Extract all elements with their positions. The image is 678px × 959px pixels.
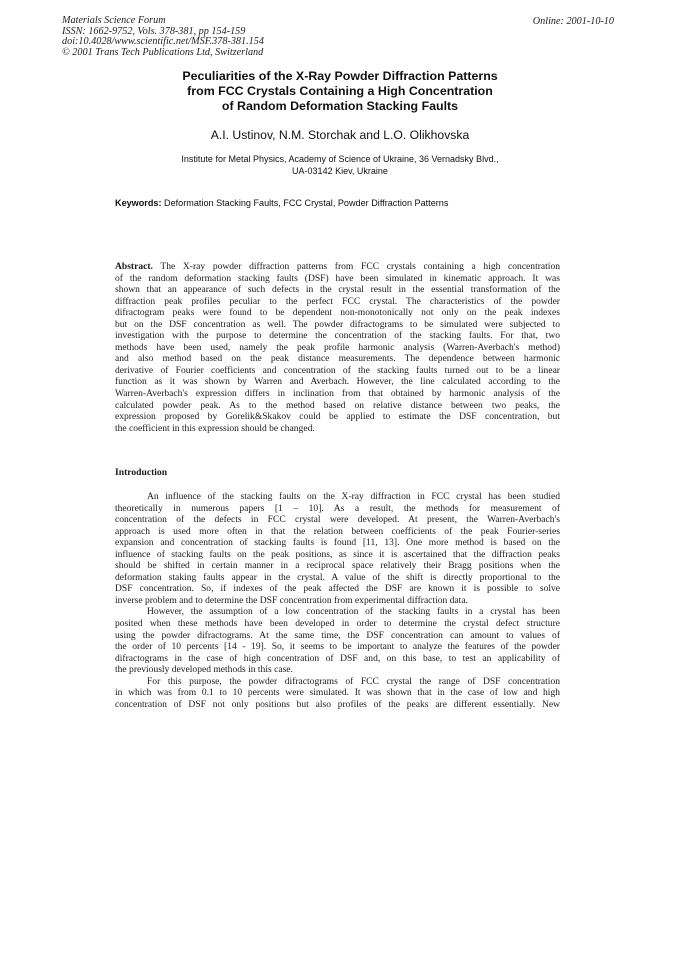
intro-line: the order of 10 percents [14 - 19]. So, it seems to be important to analyze the features of the powder — [115, 641, 560, 653]
intro-line: should be shifted in certain manner in a reciprocal space relatively their Bragg positions when the — [115, 560, 560, 572]
issn-line: ISSN: 1662-9752, Vols. 378-381, pp 154-159 — [62, 25, 246, 37]
intro-line: approach is used more often in that the relation between coefficients of the peak Fourier-series — [115, 525, 560, 537]
affiliation-line: Institute for Metal Physics, Academy of Science of Ukraine, 36 Vernadsky Blvd., — [181, 154, 499, 164]
abstract-line: of the random deformation stacking faults (DSF) have been simulated in kinematic approach. It was — [115, 272, 560, 284]
abstract-line: difractogram peaks were found to be dependent non-monotonically not only on the peak indexes — [115, 307, 560, 319]
intro-line: influence of stacking faults on the peak positions, as since it is ascertained that the diffraction peaks — [115, 548, 560, 560]
affiliation-line: UA-03142 Kiev, Ukraine — [292, 166, 388, 176]
intro-line: For this purpose, the powder difractograms of FCC crystal the range of DSF concentration — [147, 675, 560, 687]
intro-line: in which was from 0.1 to 10 percents were simulated. It was shown that in the case of low and high — [115, 687, 560, 699]
abstract-line: shown that an appearance of such defects in the crystal result in the essential transformation of the — [115, 284, 560, 296]
abstract-line: methods have been used, namely the peak profile harmonic analysis (Warren-Averbach's method) — [115, 341, 560, 353]
intro-line: concentration of the defects in FCC crystal were developed. At present, the Warren-Averbach's — [115, 514, 560, 526]
intro-line: expansion and concentration of stacking faults is found [11, 13]. One more method is based on the — [115, 537, 560, 549]
intro-line: DSF concentration. So, if indexes of the peak affected the DSF are known it is possible to solve — [115, 583, 560, 595]
section-heading-introduction: Introduction — [115, 467, 168, 478]
title-line: Peculiarities of the X-Ray Powder Diffraction Patterns — [182, 69, 498, 83]
abstract-line: function as it was shown by Warren and Averbach. However, the line calculated according to the — [115, 376, 560, 388]
intro-line: deformation staking faults appear in the crystal. A value of the shift is directly proportional to the — [115, 571, 560, 583]
keywords-text: Deformation Stacking Faults, FCC Crystal, Powder Diffraction Patterns — [161, 198, 449, 208]
intro-line: posited when these methods have been developed in order to determine the crystal defect structure — [115, 618, 560, 630]
abstract-line: investigation with the purpose to determine the concentration of the stacking faults. For that, two — [115, 330, 560, 342]
intro-line: concentration of DSF not only positions but also profiles of the peaks are different essentially. New — [115, 698, 560, 710]
abstract-line: calculated powder peak. As to the method based on relative distance between two peaks, the — [115, 399, 560, 411]
intro-line: the previously developed methods in this case. — [115, 664, 293, 676]
abstract-label: Abstract. — [115, 261, 153, 272]
paper-title — [120, 69, 560, 114]
title-line: of Random Deformation Stacking Faults — [221, 99, 459, 113]
abstract-line: Warren-Averbach's expression differs in inclination from that obtained by harmonic analysis of the — [115, 388, 560, 400]
doi-line: doi:10.4028/www.scientific.net/MSF.378-381.154 — [62, 36, 264, 48]
abstract-line: but on the DSF concentration as well. The powder difractograms to be simulated were subjected to — [115, 318, 560, 330]
online-date: Online: 2001-10-10 — [532, 16, 614, 27]
abstract-line: expression proposed by Gorelik&Skakov could be applied to estimate the DSF concentration, but — [115, 411, 560, 423]
intro-line: inverse problem and to determine the DSF concentration from experimental diffraction data. — [115, 594, 468, 606]
abstract-line: and also method based on the peak distance measurements. The dependence between harmonic — [115, 353, 560, 365]
affiliation — [120, 153, 560, 177]
title-line: from FCC Crystals Containing a High Concentration — [187, 84, 493, 98]
intro-line: using the powder difractograms. At the same time, the DSF concentration can amount to values of — [115, 629, 560, 641]
authors: A.I. Ustinov, N.M. Storchak and L.O. Olikhovska — [210, 128, 470, 142]
abstract-line: derivative of Fourier coefficients and concentration of the stacking faults turned out to be a linear — [115, 364, 560, 376]
abstract-line: diffraction peak profiles peculiar to the perfect FCC crystal. The characteristics of the powder — [115, 295, 560, 307]
abstract-line: Abstract. The X-ray powder diffraction patterns from FCC crystals containing a high concentration — [115, 261, 560, 272]
intro-line: theoretically in numerous papers [1 – 10]. As a result, the methods for measurement of — [115, 502, 560, 514]
abstract — [115, 261, 560, 434]
intro-line: difractograms in the case of high concentration of DSF and, on this base, to test an applicability of — [115, 652, 560, 664]
journal-name: Materials Science Forum — [62, 15, 166, 26]
intro-line: An influence of the stacking faults on the X-ray diffraction in FCC crystal has been studied — [147, 491, 560, 502]
journal-header — [62, 16, 264, 58]
keywords — [115, 198, 448, 208]
keywords-label: Keywords: — [115, 198, 162, 208]
introduction-body — [115, 491, 560, 710]
intro-line: However, the assumption of a low concentration of the stacking faults in a crystal has been — [147, 606, 560, 618]
abstract-line: the coefficient in this expression should be changed. — [115, 422, 315, 434]
copyright-line: © 2001 Trans Tech Publications Ltd, Switzerland — [62, 46, 264, 58]
